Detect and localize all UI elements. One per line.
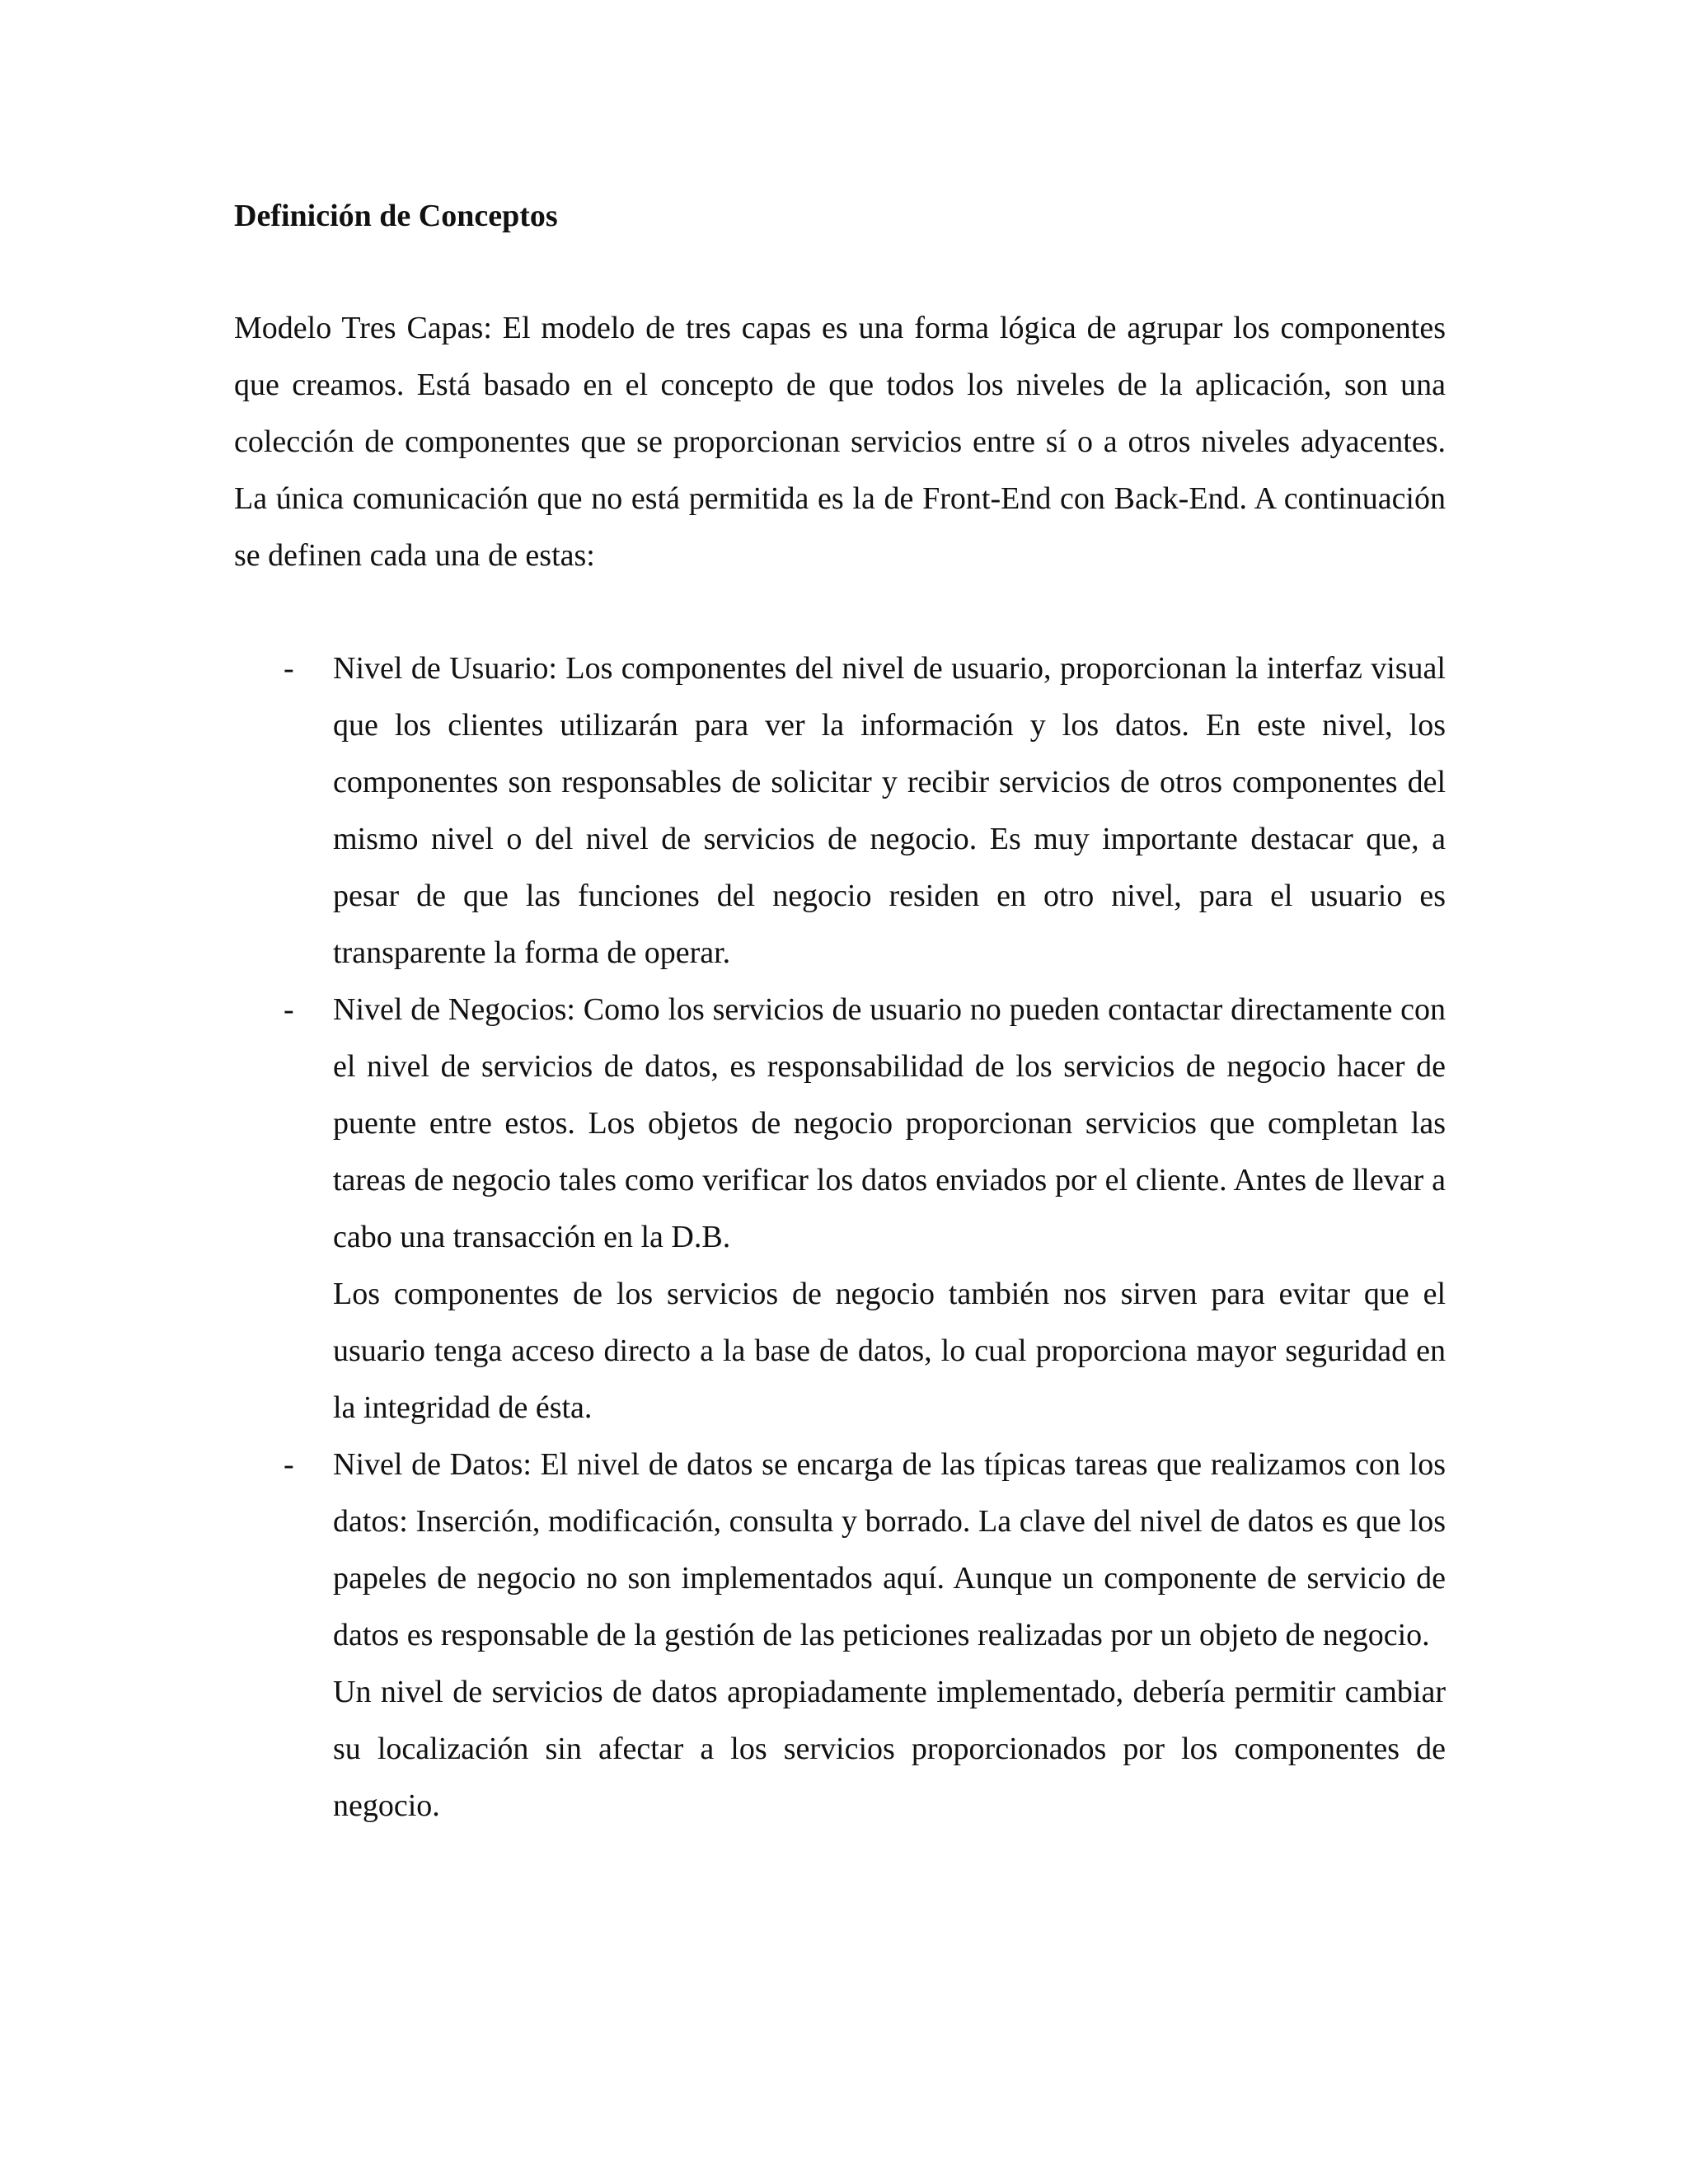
page-title: Definición de Conceptos <box>234 199 558 233</box>
concept-list <box>234 640 1446 1835</box>
list-item-nivel-datos <box>234 1436 1446 1835</box>
list-item-nivel-negocios <box>234 982 1446 1436</box>
list-item-paragraph: Nivel de Negocios: Como los servicios de usuario no pueden contactar directamente con el nivel de servicios de datos, es responsabilidad de los servicios de negocio hacer de puente entre estos. Los objetos de negocio proporcionan servicios que completan las tareas de negocio tales como verificar los datos enviados por el cliente. Antes de llevar a cabo una transacción en la D.B. <box>333 992 1446 1254</box>
list-bullet: - <box>284 651 294 686</box>
list-item-paragraph: Nivel de Usuario: Los componentes del nivel de usuario, proporcionan la interfaz visual que los clientes utilizarán para ver la información y los datos. En este nivel, los componentes son responsables de solicitar y recibir servicios de otros componentes del mismo nivel o del nivel de servicios de negocio. Es muy importante destacar que, a pesar de que las funciones del negocio residen en otro nivel, para el usuario es transparente la forma de operar. <box>333 651 1446 970</box>
list-item-paragraph: Nivel de Datos: El nivel de datos se encarga de las típicas tareas que realizamos con los datos: Inserción, modificación, consulta y borrado. La clave del nivel de datos es que los papeles de negocio no son implementados aquí. Aunque un componente de servicio de datos es responsable de la gestión de las peticiones realizadas por un objeto de negocio. <box>333 1447 1446 1652</box>
list-item-paragraph: Un nivel de servicios de datos apropiadamente implementado, debería permitir cambiar su localización sin afectar a los servicios proporcionados por los componentes de negocio. <box>333 1675 1446 1823</box>
list-bullet: - <box>284 992 294 1027</box>
intro-paragraph: Modelo Tres Capas: El modelo de tres capas es una forma lógica de agrupar los componentes que creamos. Está basado en el concepto de que todos los niveles de la aplicación, son una colección de componentes que se proporcionan servicios entre sí o a otros niveles adyacentes. La única comunicación que no está permitida es la de Front-End con Back-End. A continuación se definen cada una de estas: <box>234 311 1446 573</box>
list-bullet: - <box>284 1447 294 1482</box>
list-item-paragraph: Los componentes de los servicios de negocio también nos sirven para evitar que el usuario tenga acceso directo a la base de datos, lo cual proporciona mayor seguridad en la integridad de ésta. <box>333 1277 1446 1425</box>
list-item-nivel-usuario <box>234 640 1446 982</box>
